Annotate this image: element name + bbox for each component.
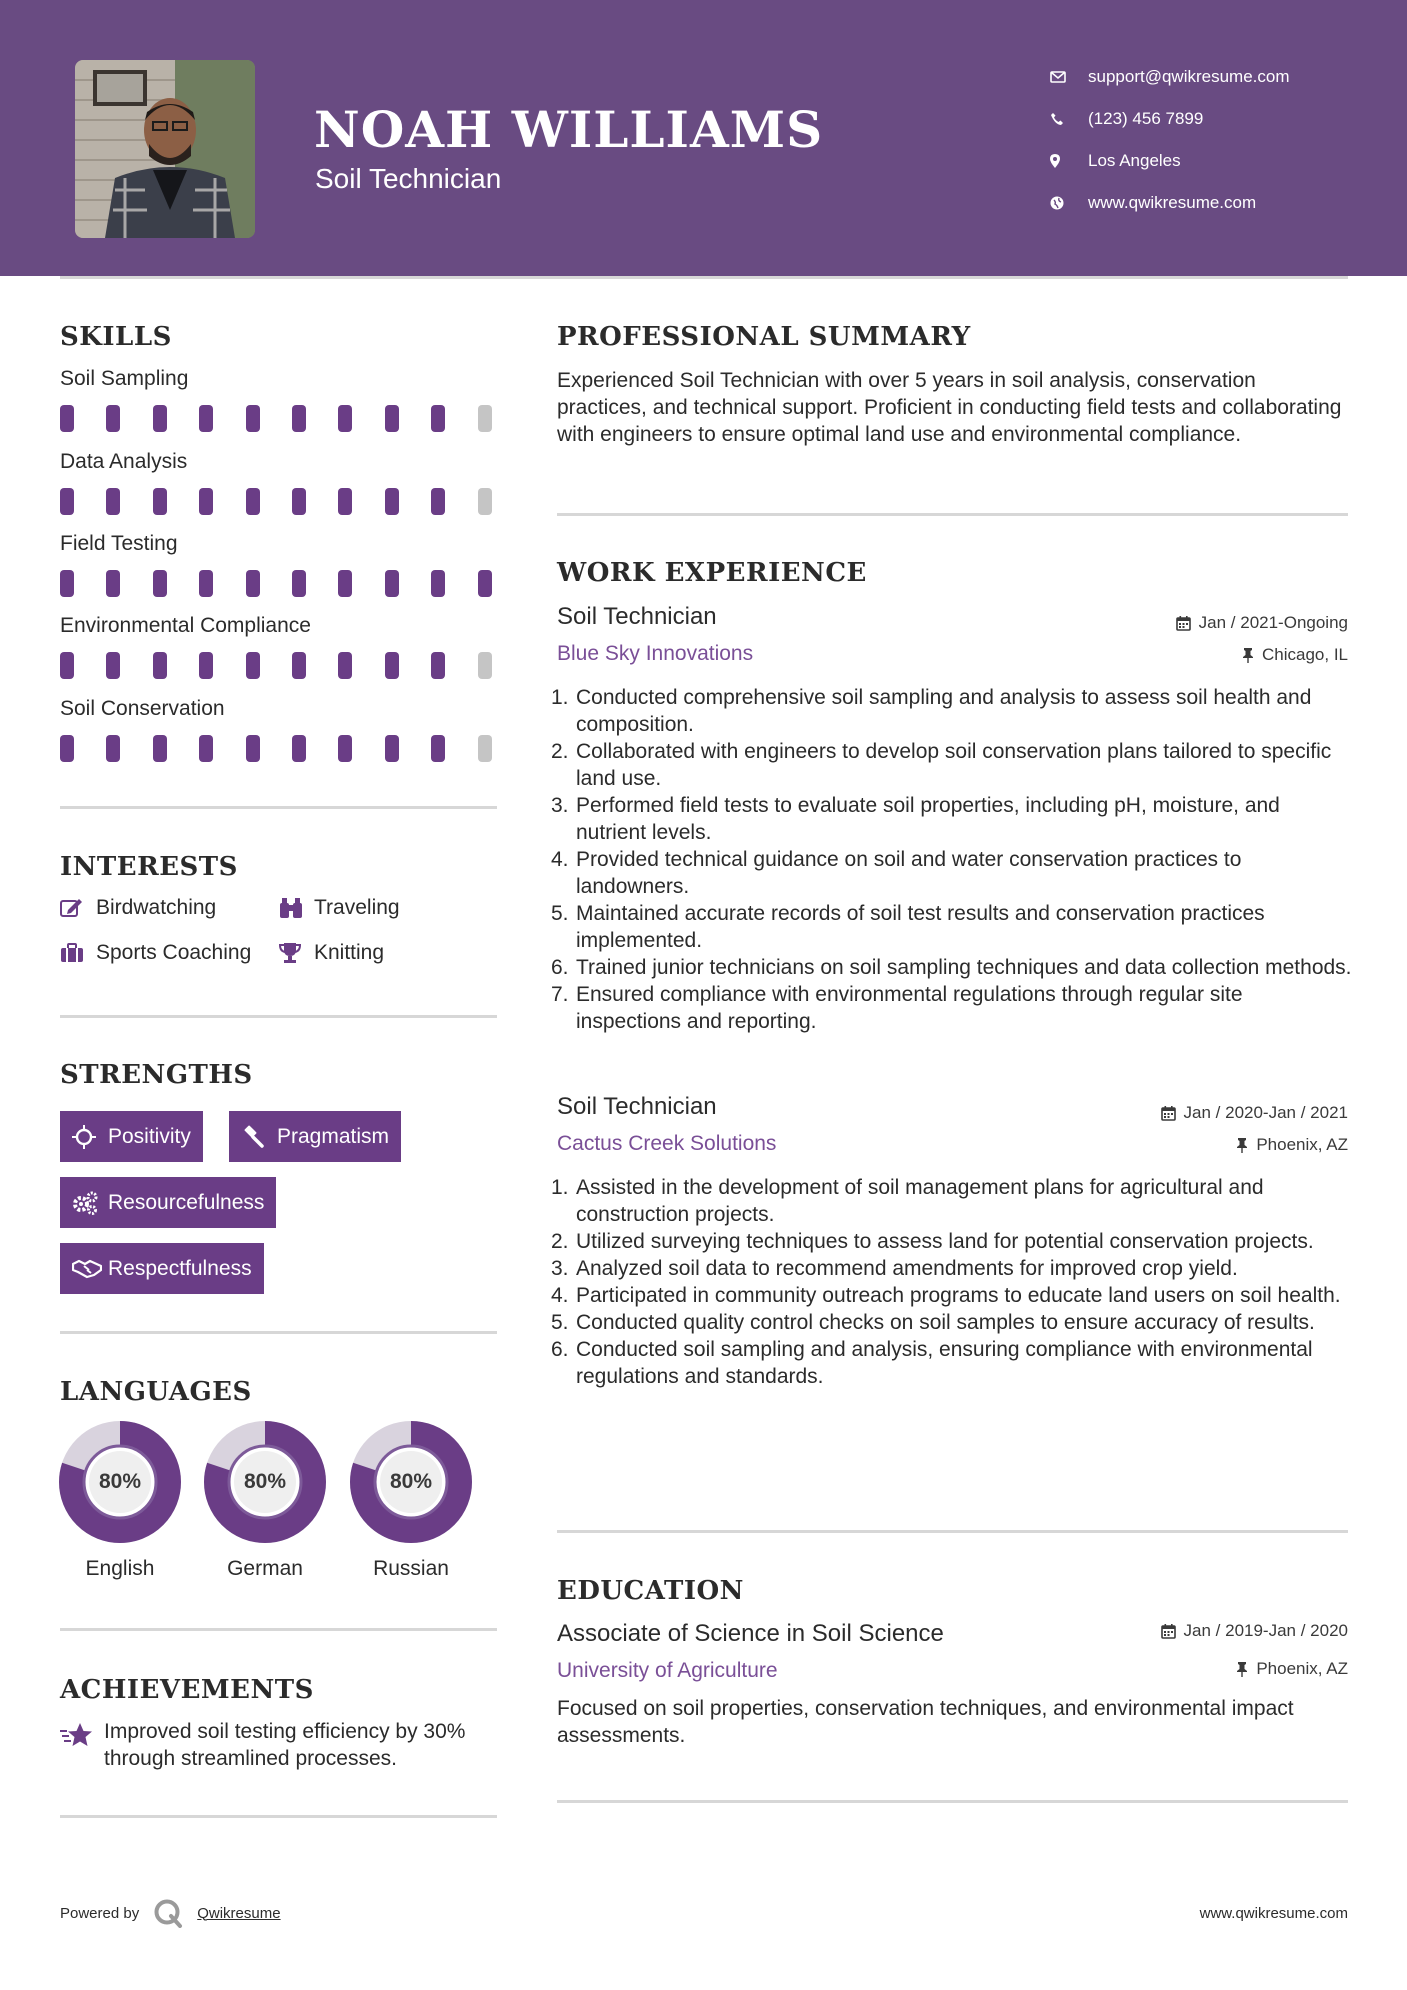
section-divider — [60, 1015, 497, 1018]
skill-pill-filled — [338, 570, 352, 597]
skill-pill-filled — [60, 570, 74, 597]
list-item: 1. Conducted comprehensive soil sampling and analysis to assess soil health and composition. — [551, 686, 1312, 736]
language-percent: 80% — [389, 1470, 433, 1493]
interest-item — [60, 896, 216, 920]
skill-pill-filled — [385, 735, 399, 762]
skill-level-bar — [60, 488, 500, 516]
strength-tag — [60, 1177, 276, 1228]
candidate-name: NOAH WILLIAMS — [314, 100, 824, 159]
contact-location-text: Los Angeles — [1088, 151, 1181, 170]
language-ring — [59, 1421, 181, 1543]
calendar-icon — [1161, 1624, 1176, 1639]
skill-pill-filled — [431, 405, 445, 432]
language-ring — [204, 1421, 326, 1543]
skill-pill-filled — [153, 735, 167, 762]
candidate-role: Soil Technician — [315, 163, 502, 194]
section-divider — [557, 1800, 1348, 1803]
skill-pill-filled — [338, 405, 352, 432]
interest-label: Knitting — [314, 941, 385, 964]
map-pin-icon — [1050, 154, 1088, 168]
calendar-icon — [1176, 616, 1191, 631]
language-ring — [350, 1421, 472, 1543]
contact-email[interactable] — [1050, 56, 1290, 98]
languages-title: LANGUAGES — [60, 1377, 252, 1407]
footer-website-link[interactable]: www.qwikresume.com — [1199, 1905, 1348, 1922]
language-percent: 80% — [243, 1470, 287, 1493]
list-item: 4. Provided technical guidance on soil and water conservation practices to landowners. — [551, 848, 1242, 898]
skill-pill-filled — [60, 652, 74, 679]
phone-icon — [1050, 112, 1088, 126]
school-name: University of Agriculture — [557, 1659, 778, 1682]
skill-pill-filled — [153, 652, 167, 679]
contact-phone[interactable] — [1050, 98, 1290, 140]
strength-tag — [60, 1111, 203, 1162]
language-percent: 80% — [98, 1470, 142, 1493]
contact-email-text: support@qwikresume.com — [1088, 67, 1290, 86]
strength-label: Positivity — [108, 1124, 191, 1148]
skill-pill-filled — [292, 652, 306, 679]
interest-item — [278, 941, 384, 965]
skill-pill-filled — [385, 652, 399, 679]
skill-pill-filled — [60, 735, 74, 762]
skill-pill-empty — [478, 652, 492, 679]
skill-pill-filled — [292, 570, 306, 597]
skill-pill-filled — [292, 488, 306, 515]
education-dates-text: Jan / 2019-Jan / 2020 — [1183, 1621, 1348, 1640]
achievement-item — [60, 1718, 504, 1772]
job-location-text: Chicago, IL — [1262, 645, 1348, 664]
strength-label: Pragmatism — [277, 1124, 390, 1148]
interest-label: Birdwatching — [96, 896, 217, 919]
skill-pill-filled — [106, 405, 120, 432]
skill-pill-filled — [338, 488, 352, 515]
skill-pill-empty — [478, 735, 492, 762]
skill-pill-filled — [199, 488, 213, 515]
handshake-icon — [72, 1258, 108, 1280]
language-name: German — [227, 1557, 303, 1580]
skill-name: Soil Conservation — [60, 697, 225, 720]
strength-tag — [229, 1111, 401, 1162]
skill-level-bar — [60, 570, 500, 598]
job-responsibilities — [551, 1174, 1352, 1390]
skill-name: Environmental Compliance — [60, 614, 311, 637]
experience-title: WORK EXPERIENCE — [557, 558, 867, 588]
list-item: 6. Trained junior technicians on soil sampling techniques and data collection methods. — [551, 956, 1352, 979]
contact-location — [1050, 140, 1290, 182]
star-icon — [60, 1718, 104, 1772]
contact-phone-text: (123) 456 7899 — [1088, 109, 1204, 128]
skill-level-bar — [60, 735, 500, 763]
globe-icon — [1050, 196, 1088, 210]
trophy-icon — [278, 942, 314, 964]
skill-pill-filled — [60, 405, 74, 432]
skill-pill-filled — [385, 488, 399, 515]
contact-website[interactable] — [1050, 182, 1290, 224]
skill-pill-filled — [431, 488, 445, 515]
skill-pill-filled — [338, 735, 352, 762]
contact-website-text: www.qwikresume.com — [1088, 193, 1257, 212]
achievements-title: ACHIEVEMENTS — [60, 1675, 314, 1705]
interest-item — [278, 896, 400, 920]
list-item: 6. Conducted soil sampling and analysis, ensuring compliance with environmental regulations and standards. — [551, 1338, 1313, 1388]
job-dates — [1176, 613, 1348, 633]
skill-level-bar — [60, 652, 500, 680]
skill-name: Data Analysis — [60, 450, 188, 473]
job-title: Soil Technician — [557, 603, 717, 630]
pushpin-icon — [1242, 648, 1254, 663]
skill-pill-filled — [385, 405, 399, 432]
list-item: 2. Collaborated with engineers to develop soil conservation plans tailored to specific land use. — [551, 740, 1332, 790]
job-location — [1242, 645, 1348, 665]
list-item: 3. Analyzed soil data to recommend amendments for improved crop yield. — [551, 1257, 1238, 1280]
skill-pill-filled — [292, 405, 306, 432]
strength-tag — [60, 1243, 264, 1294]
edit-icon — [60, 898, 96, 918]
achievement-text: Improved soil testing efficiency by 30% through streamlined processes. — [104, 1720, 466, 1770]
section-divider — [60, 1815, 497, 1818]
sun-icon — [72, 1125, 108, 1149]
skill-pill-filled — [199, 405, 213, 432]
skill-pill-filled — [478, 570, 492, 597]
qwikresume-link[interactable]: Qwikresume — [197, 1904, 281, 1922]
skills-title: SKILLS — [60, 322, 172, 352]
language-name: Russian — [373, 1557, 449, 1580]
job-title: Soil Technician — [557, 1093, 717, 1120]
skill-pill-filled — [106, 735, 120, 762]
summary-title: PROFESSIONAL SUMMARY — [557, 322, 971, 352]
job-location-text: Phoenix, AZ — [1256, 1135, 1348, 1154]
summary-text: Experienced Soil Technician with over 5 years in soil analysis, conservation practices, and technical support. Proficient in conducting field tests and collaborating with engineers to ensure optimal land use and environmental compliance. — [557, 369, 1342, 446]
list-item: 3. Performed field tests to evaluate soil properties, including pH, moisture, and nutrient levels. — [551, 794, 1280, 844]
company-name: Blue Sky Innovations — [557, 642, 754, 665]
interest-label: Traveling — [314, 896, 400, 919]
degree-title: Associate of Science in Soil Science — [557, 1620, 944, 1647]
job-dates-text: Jan / 2020-Jan / 2021 — [1183, 1103, 1348, 1122]
interest-item — [60, 941, 251, 965]
profile-photo — [75, 60, 255, 238]
list-item: 5. Conducted quality control checks on soil samples to ensure accuracy of results. — [551, 1311, 1315, 1334]
contact-list — [1050, 56, 1290, 224]
pushpin-icon — [1236, 1138, 1248, 1153]
skill-pill-filled — [199, 570, 213, 597]
section-divider — [557, 513, 1348, 516]
skill-pill-filled — [199, 652, 213, 679]
section-divider — [60, 1628, 497, 1631]
job-dates-text: Jan / 2021-Ongoing — [1198, 613, 1348, 632]
section-divider — [60, 806, 497, 809]
job-location — [1236, 1135, 1348, 1155]
education-description: Focused on soil properties, conservation techniques, and environmental impact assessments. — [557, 1697, 1294, 1747]
skill-pill-filled — [106, 570, 120, 597]
job-responsibilities — [551, 684, 1352, 1035]
strengths-title: STRENGTHS — [60, 1060, 253, 1090]
list-item: 7. Ensured compliance with environmental regulations through regular site inspections and reporting. — [551, 983, 1243, 1033]
language-name: English — [85, 1557, 155, 1580]
list-item: 4. Participated in community outreach programs to educate land users on soil health. — [551, 1284, 1341, 1307]
education-location — [1236, 1659, 1348, 1679]
envelope-icon — [1050, 71, 1088, 83]
skill-pill-filled — [246, 652, 260, 679]
company-name: Cactus Creek Solutions — [557, 1132, 777, 1155]
skill-pill-empty — [478, 405, 492, 432]
education-location-text: Phoenix, AZ — [1256, 1659, 1348, 1678]
skill-pill-filled — [153, 405, 167, 432]
education-dates — [1161, 1621, 1348, 1641]
gears-icon — [72, 1191, 108, 1215]
section-divider — [557, 1530, 1348, 1533]
skill-pill-filled — [338, 652, 352, 679]
skill-pill-filled — [431, 735, 445, 762]
skill-pill-filled — [246, 570, 260, 597]
skill-level-bar — [60, 405, 500, 433]
header-divider — [60, 276, 1348, 279]
section-divider — [60, 1331, 497, 1334]
skill-name: Field Testing — [60, 532, 178, 555]
skill-pill-filled — [246, 405, 260, 432]
skill-pill-filled — [246, 735, 260, 762]
briefcase-icon — [60, 943, 96, 963]
strength-label: Respectfulness — [108, 1256, 252, 1280]
skill-pill-filled — [246, 488, 260, 515]
list-item: 2. Utilized surveying techniques to assess land for potential conservation projects. — [551, 1230, 1314, 1253]
skill-pill-filled — [431, 652, 445, 679]
job-dates — [1161, 1103, 1348, 1123]
skill-pill-filled — [60, 488, 74, 515]
skill-pill-filled — [153, 488, 167, 515]
powered-by-text: Powered by — [60, 1904, 140, 1922]
education-title: EDUCATION — [557, 1576, 744, 1606]
interests-title: INTERESTS — [60, 852, 238, 882]
binoculars-icon — [278, 897, 314, 919]
resume-header — [0, 0, 1407, 276]
skill-name: Soil Sampling — [60, 367, 189, 390]
skill-pill-filled — [292, 735, 306, 762]
qwikresume-logo-icon — [153, 1898, 183, 1928]
strength-label: Resourcefulness — [108, 1190, 265, 1214]
skill-pill-filled — [385, 570, 399, 597]
list-item: 1. Assisted in the development of soil management plans for agricultural and construction projects. — [551, 1176, 1264, 1226]
footer-credit — [60, 1898, 281, 1928]
pushpin-icon — [1236, 1662, 1248, 1677]
skill-pill-filled — [106, 488, 120, 515]
interest-label: Sports Coaching — [96, 941, 252, 964]
list-item: 5. Maintained accurate records of soil test results and conservation practices implemented. — [551, 902, 1265, 952]
gavel-icon — [241, 1125, 277, 1149]
calendar-icon — [1161, 1106, 1176, 1121]
skill-pill-filled — [153, 570, 167, 597]
skill-pill-filled — [199, 735, 213, 762]
skill-pill-filled — [431, 570, 445, 597]
skill-pill-filled — [106, 652, 120, 679]
skill-pill-empty — [478, 488, 492, 515]
